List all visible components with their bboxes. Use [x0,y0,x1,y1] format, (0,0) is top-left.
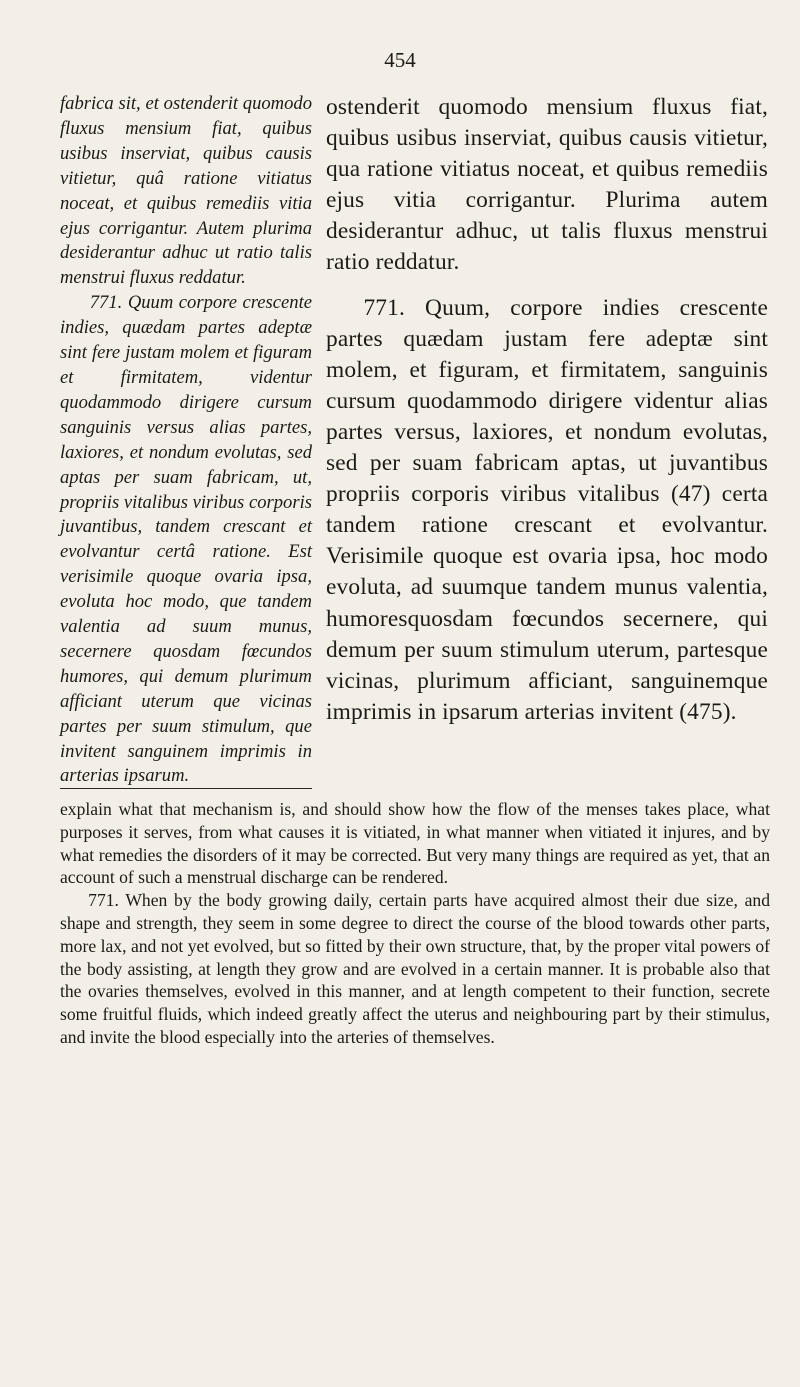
page-number: 454 [384,48,416,72]
latin-text-column [326,92,768,728]
latin-note-paragraph-2: 771. Quum corpore crescente indies, quædam partes adeptæ sint fere justam molem et figuram et firmitatem, videntur quodammodo dirigere cursum sanguinis versus alias partes, laxiores, et nondum evolutas, sed aptas per suam fabricam, ut, propriis vitalibus viribus corporis juvantibus, tandem crescant et evolvantur certâ ratione. Est verisimile quoque ovaria ipsa, evoluta hoc modo, que tandem valentia ad suum munus, secernere quosdam fœcundos humores, qui demum plurimum afficiant uterum que vicinas partes per suum stimulum, que invitent sanguinem imprimis in arterias ipsarum. [60,292,312,787]
section-divider-rule [60,788,312,789]
latin-notes-column [60,92,312,789]
latin-note-paragraph-1: fabrica sit, et ostenderit quomodo fluxus mensium fiat, quibus usibus inserviat, quibus causis vitietur, quâ ratione vitiatus noceat, et quibus remediis vitia ejus corrigantur. Autem plurima desiderantur adhuc ut ratio talis menstrui fluxus reddatur. [60,93,312,289]
translation-paragraph-1: explain what that mechanism is, and should show how the flow of the menses takes place, what purposes it serves, from what causes it is vitiated, in what manner when vitiated it injures, and by what remedies the disorders of it may be corrected. But very many things are required as yet, that an account of such a menstrual discharge can be rendered. [60,799,770,888]
translation-paragraph-2: 771. When by the body growing daily, certain parts have acquired almost their due size, and shape and strength, they seem in some degree to direct the course of the blood towards other parts, more lax, and not yet evolved, but so fitted by their own structure, that, by the proper vital powers of the body assisting, at length they grow and are evolved in a certain manner. It is probable also that the ovaries themselves, evolved in this manner, and at length competent to their function, secrete some fruitful fluids, which indeed greatly affect the uterus and neighbouring part by their stimulus, and invite the blood especially into the arteries of themselves. [60,890,770,1047]
english-translation [60,798,770,1049]
latin-text-paragraph-2: 771. Quum, corpore indies crescente partes quædam justam fere adeptæ sint molem, et figuram, et firmitatem, sanguinis cursum quodammodo dirigere videntur alias partes versus, laxiores, et nondum evolutas, sed per suam fabricam aptas, ut juvantibus propriis corporis viribus vitalibus (47) certa tandem ratione crescant et evolvantur. Verisimile quoque est ovaria ipsa, hoc modo evoluta, ad suumque tandem munus valentia, humoresquosdam fœcundos secernere, qui demum per suum stimulum uterum, partesque vicinas, plurimum afficiant, sanguinemque imprimis in ipsarum arterias invitent (475). [326,294,768,725]
latin-text-paragraph-1: ostenderit quomodo mensium fluxus fiat, quibus usibus inserviat, quibus causis vitietur, qua ratione vitiatus noceat, et quibus remediis ejus vitia corrigantur. Plurima autem desiderantur adhuc, ut talis fluxus menstrui ratio reddatur. [326,94,768,276]
